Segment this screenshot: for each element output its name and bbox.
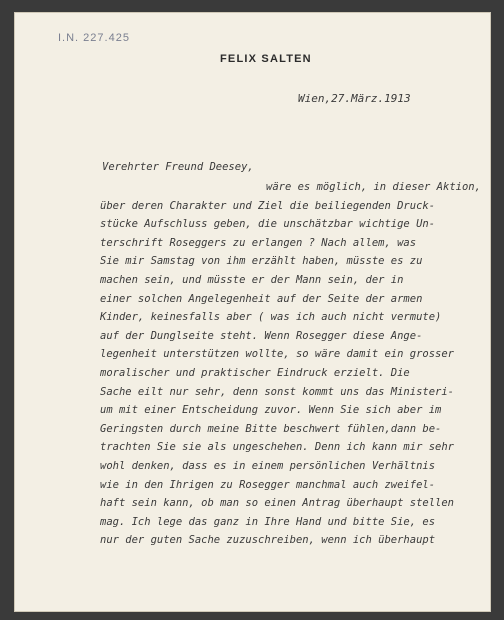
body-line: haft sein kann, ob man so einen Antrag überhaupt stellen xyxy=(100,497,455,510)
letter-page xyxy=(14,12,491,612)
body-line: nur der guten Sache zuzuschreiben, wenn ich überhaupt xyxy=(100,534,436,547)
body-line: stücke Aufschluss geben, die unschätzbar wichtige Un- xyxy=(100,218,436,231)
body-line: Geringsten durch meine Bitte beschwert fühlen,dann be- xyxy=(100,422,442,435)
body-line: um mit einer Entscheidung zuvor. Wenn Sie sich aber im xyxy=(100,404,442,417)
body-line: Kinder, keinesfalls aber ( was ich auch nicht vermute) xyxy=(100,311,442,324)
body-line: mag. Ich lege das ganz in Ihre Hand und bitte Sie, es xyxy=(100,515,436,528)
body-line: über deren Charakter und Ziel die beiliegenden Druck- xyxy=(100,199,436,212)
salutation: Verehrter Freund Deesey, xyxy=(102,161,254,173)
body-line: wie in den Ihrigen zu Rosegger manchmal auch zweifel- xyxy=(100,478,436,491)
body-line: auf der Dunglseite steht. Wenn Rosegger diese Ange- xyxy=(100,329,423,342)
body-line: wäre es möglich, in dieser Aktion, xyxy=(266,181,481,193)
body-line: Sache eilt nur sehr, denn sonst kommt uns das Ministeri- xyxy=(100,385,455,398)
body-line: legenheit unterstützen wollte, so wäre damit ein grosser xyxy=(100,348,455,361)
letter-body xyxy=(100,178,480,550)
body-line: moralischer und praktischer Eindruck erzielt. Die xyxy=(100,366,410,379)
body-line: machen sein, und müsste er der Mann sein, der in xyxy=(100,273,404,286)
body-line: terschrift Roseggers zu erlangen ? Nach allem, was xyxy=(100,236,417,249)
dateline: Wien,27.März.1913 xyxy=(298,92,411,105)
body-line: Sie mir Samstag von ihm erzählt haben, müsste es zu xyxy=(100,255,423,268)
body-line: wohl denken, dass es in einem persönlichen Verhältnis xyxy=(100,459,436,472)
inventory-number: I.N. 227.425 xyxy=(58,32,130,44)
letterhead: FELIX SALTEN xyxy=(220,53,312,65)
body-line: einer solchen Angelegenheit auf der Seite der armen xyxy=(100,292,423,305)
body-line: trachten Sie sie als ungeschehen. Denn ich kann mir sehr xyxy=(100,441,455,454)
